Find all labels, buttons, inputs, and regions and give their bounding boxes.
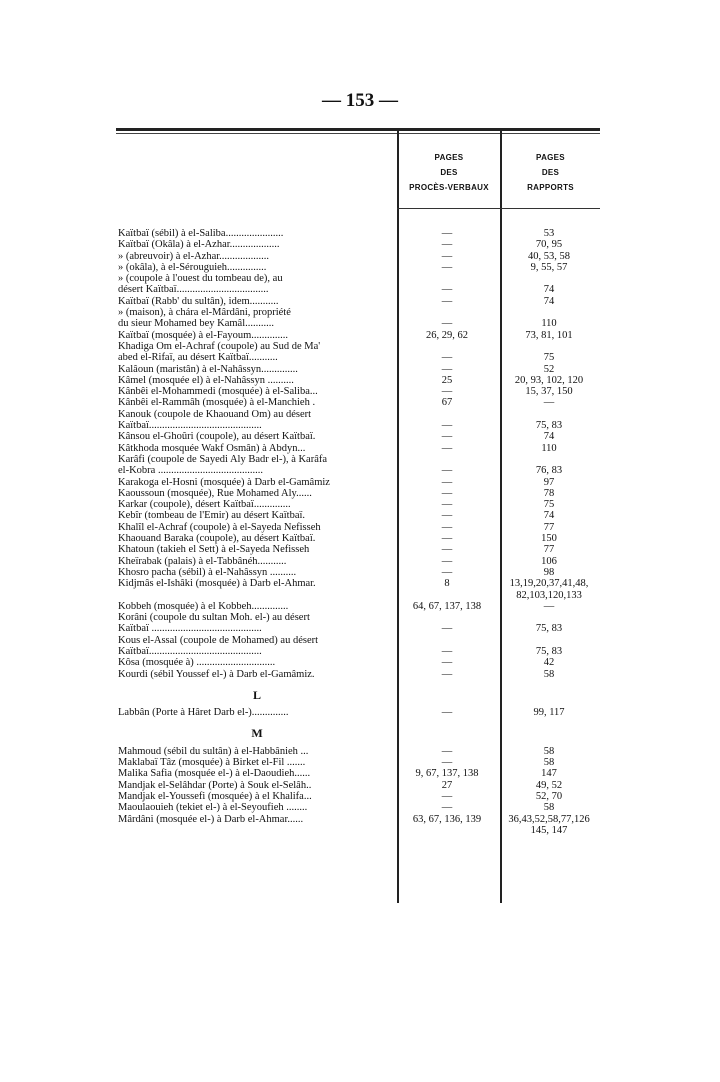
column-header-line: PAGES	[434, 153, 464, 162]
entry-name: Kidjmâs el-Ishâki (mosquée) à Darb el-Ahmar.	[118, 578, 316, 590]
index-row	[118, 791, 602, 802]
entry-name: Kaïtbaï (sébil) à el-Saliba......................	[118, 228, 284, 239]
proces-verbaux-pages: —	[441, 442, 453, 454]
entry-name: Kaïtbaï ..........................................	[118, 623, 262, 635]
proces-verbaux-pages: —	[441, 261, 453, 273]
entry-name: Maklabaï Tâz (mosquée) à Birket el-Fil .......	[118, 757, 306, 769]
entry-name: Karâfi (coupole de Sayedi Aly Badr el-), à Karâfa	[118, 453, 328, 465]
proces-verbaux-pages: —	[441, 499, 453, 511]
column-header-line: PROCÈS-VERBAUX	[409, 183, 489, 192]
index-row	[118, 556, 602, 567]
index-row	[118, 443, 602, 454]
entry-name: Kânbêi el-Mohammedi (mosquée) à el-Saliba...	[118, 386, 318, 398]
rapports-pages: —	[543, 600, 555, 612]
rapports-pages: 40, 53, 58	[528, 250, 570, 262]
proces-verbaux-pages: 27	[441, 779, 453, 791]
rapports-pages: 53	[543, 228, 555, 239]
proces-verbaux-pages: 25	[441, 374, 453, 386]
rapports-pages: 52	[543, 363, 555, 375]
entry-name: Maoulaouieh (tekiet el-) à el-Seyoufieh ........	[118, 802, 308, 814]
rapports-pages: 75	[543, 352, 555, 364]
entry-name: Kaïtbaï...........................................	[118, 420, 262, 432]
proces-verbaux-pages: —	[441, 521, 453, 533]
proces-verbaux-pages: —	[441, 802, 453, 814]
entry-name: Kanouk (coupole de Khaouand Om) au désert	[118, 408, 312, 420]
index-row	[118, 780, 602, 791]
index-row	[118, 635, 602, 646]
index-row	[118, 669, 602, 680]
section-letter: L	[252, 687, 261, 702]
entry-name: Labbân (Porte à Hâret Darb el-)..............	[118, 707, 289, 719]
index-row	[118, 477, 602, 488]
rapports-pages: 52, 70	[535, 790, 563, 802]
entry-name: Kaïtbaï (mosquée) à el-Fayoum..............	[118, 329, 288, 341]
rapports-pages: 58	[543, 802, 555, 814]
proces-verbaux-pages: —	[441, 476, 453, 488]
index-row	[118, 646, 602, 657]
entry-name: Kaoussoun (mosquée), Rue Mohamed Aly......	[118, 487, 312, 499]
section-heading	[118, 718, 602, 745]
index-row	[118, 499, 602, 510]
rapports-pages: 75, 83	[535, 623, 563, 635]
top-rule-thin	[116, 133, 600, 134]
index-row	[118, 544, 602, 555]
proces-verbaux-pages: 9, 67, 137, 138	[415, 768, 479, 780]
rapports-pages: 70, 95	[535, 239, 563, 251]
entry-name: Mandjak el-Selâhdar (Porte) à Souk el-Selâh..	[118, 779, 312, 791]
rapports-pages: 74	[543, 431, 555, 443]
rapports-pages: 9, 55, 57	[530, 261, 568, 273]
index-row	[118, 397, 602, 408]
rapports-pages: 99, 117	[533, 707, 565, 719]
entry-name: Mahmoud (sébil du sultân) à el-Habbânieh ...	[118, 745, 309, 757]
index-row	[118, 601, 602, 612]
entry-name: Kaïtbaï (Rabb' du sultân), idem...........	[118, 295, 279, 307]
rapports-pages: 110	[541, 318, 557, 330]
section-letter: M	[251, 726, 263, 741]
entry-name: désert Kaïtbaï...................................	[118, 284, 269, 296]
rapports-pages: 20, 93, 102, 120	[514, 374, 584, 386]
proces-verbaux-pages: —	[441, 555, 453, 567]
rapports-pages: 74	[543, 510, 555, 522]
proces-verbaux-pages: —	[441, 707, 453, 719]
entry-name: » (maison), à chára el-Mârdâni, propriété	[118, 307, 291, 319]
index-row	[118, 522, 602, 533]
proces-verbaux-pages: 26, 29, 62	[426, 329, 468, 341]
index-row	[118, 364, 602, 375]
index-row	[118, 825, 602, 836]
rapports-pages: 77	[543, 544, 555, 556]
rapports-pages: 15, 37, 150	[525, 386, 573, 398]
index-row	[118, 318, 602, 329]
rapports-pages: 75, 83	[535, 420, 563, 432]
entry-name: Kâmel (mosquée el) à el-Nahâssyn ..........	[118, 374, 294, 386]
rapports-pages: 75, 83	[535, 645, 563, 657]
proces-verbaux-pages: —	[441, 668, 453, 680]
proces-verbaux-pages: —	[441, 318, 453, 330]
proces-verbaux-pages: —	[441, 239, 453, 251]
rapports-pages: 98	[543, 566, 555, 578]
entry-name: Kourdi (sébil Youssef el-) à Darb el-Gamâmiz.	[118, 668, 315, 680]
index-row	[118, 330, 602, 341]
index-row	[118, 228, 602, 239]
rapports-pages: —	[543, 397, 555, 409]
rapports-pages: 150	[541, 533, 557, 545]
entry-name: Kôsa (mosquée à) ..............................	[118, 657, 276, 669]
entry-name: Kobbeh (mosquée) à el Kobbeh..............	[118, 600, 289, 612]
index-row	[118, 590, 602, 601]
section-heading	[118, 680, 602, 707]
index-row	[118, 352, 602, 363]
column-header-line: DES	[541, 168, 560, 177]
rapports-pages: 97	[543, 476, 555, 488]
proces-verbaux-pages: —	[441, 745, 453, 757]
entry-name: du sieur Mohamed bey Kamâl...........	[118, 318, 275, 330]
rapports-pages: 74	[543, 284, 555, 296]
proces-verbaux-pages: —	[441, 757, 453, 769]
index-row	[118, 273, 602, 284]
index-row	[118, 510, 602, 521]
proces-verbaux-pages: 67	[441, 397, 453, 409]
entry-name: » (coupole à l'ouest du tombeau de), au	[118, 273, 283, 285]
rapports-pages: 13,19,20,37,41,48,	[509, 578, 589, 590]
entry-name: Karakoga el-Hosni (mosquée) à Darb el-Gamâmiz	[118, 476, 330, 488]
rapports-pages: 73, 81, 101	[525, 329, 573, 341]
proces-verbaux-pages: —	[441, 623, 453, 635]
index-row	[118, 746, 602, 757]
index-row	[118, 768, 602, 779]
index-row	[118, 578, 602, 589]
proces-verbaux-pages: —	[441, 386, 453, 398]
proces-verbaux-pages: —	[441, 431, 453, 443]
index-row	[118, 262, 602, 273]
entry-name: Kebîr (tombeau de l'Emir) au désert Kaïtbaï.	[118, 510, 306, 522]
entry-name: Kalâoun (maristân) à el-Nahâssyn..............	[118, 363, 298, 375]
index-row	[118, 623, 602, 634]
proces-verbaux-pages: —	[441, 645, 453, 657]
proces-verbaux-pages: —	[441, 420, 453, 432]
index-row	[118, 431, 602, 442]
column-header-rapports	[501, 150, 600, 195]
entry-name: el-Kobra ........................................	[118, 465, 263, 477]
column-header-line: RAPPORTS	[527, 183, 574, 192]
proces-verbaux-pages: —	[441, 566, 453, 578]
index-row	[118, 284, 602, 295]
proces-verbaux-pages: 8	[444, 578, 450, 590]
entry-name: » (abreuvoir) à el-Azhar...................	[118, 250, 270, 262]
index-row	[118, 386, 602, 397]
entry-name: Khatoun (takieh el Sett) à el-Sayeda Nefisseh	[118, 544, 310, 556]
entry-name: Khalîl el-Achraf (coupole) à el-Sayeda Nefisseh	[118, 521, 321, 533]
rapports-pages: 49, 52	[535, 779, 563, 791]
index-row	[118, 488, 602, 499]
entry-name: Malika Safia (mosquée el-) à el-Daoudieh......	[118, 768, 311, 780]
column-header-proces-verbaux	[398, 150, 500, 195]
entry-name: Kous el-Assal (coupole de Mohamed) au désert	[118, 634, 319, 646]
rapports-pages: 75	[543, 499, 555, 511]
index-row	[118, 409, 602, 420]
page-number: — 153 —	[322, 90, 398, 111]
header-rule	[397, 208, 600, 209]
proces-verbaux-pages: —	[441, 295, 453, 307]
rapports-pages: 58	[543, 745, 555, 757]
index-row	[118, 707, 602, 718]
entry-name: » (okâla), à el-Sérouguieh...............	[118, 261, 267, 273]
index-row	[118, 612, 602, 623]
index-table	[118, 228, 602, 836]
index-row	[118, 567, 602, 578]
entry-name: Khosro pacha (sébil) à el-Nahâssyn ..........	[118, 566, 297, 578]
rapports-pages: 76, 83	[535, 465, 563, 477]
rapports-pages: 78	[543, 487, 555, 499]
proces-verbaux-pages: 64, 67, 137, 138	[412, 600, 482, 612]
rapports-pages: 36,43,52,58,77,126	[508, 813, 590, 825]
entry-name: Kânsou el-Ghoûri (coupole), au désert Kaïtbaï.	[118, 431, 316, 443]
top-rule	[116, 128, 600, 131]
index-row	[118, 454, 602, 465]
index-row	[118, 465, 602, 476]
entry-name: Kaïtbaï (Okâla) à el-Azhar...................	[118, 239, 280, 251]
column-header-line: DES	[440, 168, 458, 177]
rapports-pages: 106	[541, 555, 557, 567]
rapports-pages: 42	[543, 657, 555, 669]
proces-verbaux-pages: —	[441, 228, 453, 239]
index-row	[118, 251, 602, 262]
proces-verbaux-pages: —	[441, 657, 453, 669]
index-row	[118, 814, 602, 825]
proces-verbaux-pages: —	[441, 487, 453, 499]
index-row	[118, 341, 602, 352]
rapports-pages: 110	[541, 442, 557, 454]
proces-verbaux-pages: —	[441, 790, 453, 802]
index-row	[118, 802, 602, 813]
index-row	[118, 375, 602, 386]
rapports-pages: 58	[543, 757, 555, 769]
rapports-pages: 147	[541, 768, 557, 780]
entry-name: Kaïtbaï...........................................	[118, 645, 262, 657]
proces-verbaux-pages: —	[441, 352, 453, 364]
index-row	[118, 657, 602, 668]
index-row	[118, 757, 602, 768]
entry-name: Kânbêi el-Rammâh (mosquée) à el-Manchieh .	[118, 397, 316, 409]
rapports-pages: 145, 147	[530, 824, 568, 836]
entry-name: Kheïrabak (palais) à el-Tabbânéh...........	[118, 555, 287, 567]
proces-verbaux-pages: 63, 67, 136, 139	[412, 813, 482, 825]
index-row	[118, 420, 602, 431]
index-row	[118, 307, 602, 318]
entry-name: Karkar (coupole), désert Kaïtbaï..............	[118, 499, 291, 511]
proces-verbaux-pages: —	[441, 533, 453, 545]
index-row	[118, 296, 602, 307]
rapports-pages: 77	[543, 521, 555, 533]
index-row	[118, 533, 602, 544]
entry-name: abed el-Rifaï, au désert Kaïtbaï...........	[118, 352, 278, 364]
entry-name: Korâni (coupole du sultan Moh. el-) au désert	[118, 612, 310, 624]
index-row	[118, 239, 602, 250]
rapports-pages: 58	[543, 668, 555, 680]
entry-name: Mârdâni (mosquée el-) à Darb el-Ahmar......	[118, 813, 304, 825]
column-header-line: PAGES	[536, 153, 565, 162]
proces-verbaux-pages: —	[441, 284, 453, 296]
rapports-pages: 74	[543, 295, 555, 307]
rapports-pages: 82,103,120,133	[516, 589, 582, 601]
entry-name: Kâtkhoda mosquée Wakf Osmân) à Abdyn...	[118, 442, 306, 454]
proces-verbaux-pages: —	[441, 465, 453, 477]
entry-name: Khaouand Baraka (coupole), au désert Kaïtbaï.	[118, 533, 316, 545]
proces-verbaux-pages: —	[441, 363, 453, 375]
proces-verbaux-pages: —	[441, 544, 453, 556]
proces-verbaux-pages: —	[441, 250, 453, 262]
proces-verbaux-pages: —	[441, 510, 453, 522]
entry-name: Mandjak el-Youssefi (mosquée) à el Khalifa...	[118, 790, 312, 802]
entry-name: Khadiga Om el-Achraf (coupole) au Sud de Ma'	[118, 340, 321, 352]
